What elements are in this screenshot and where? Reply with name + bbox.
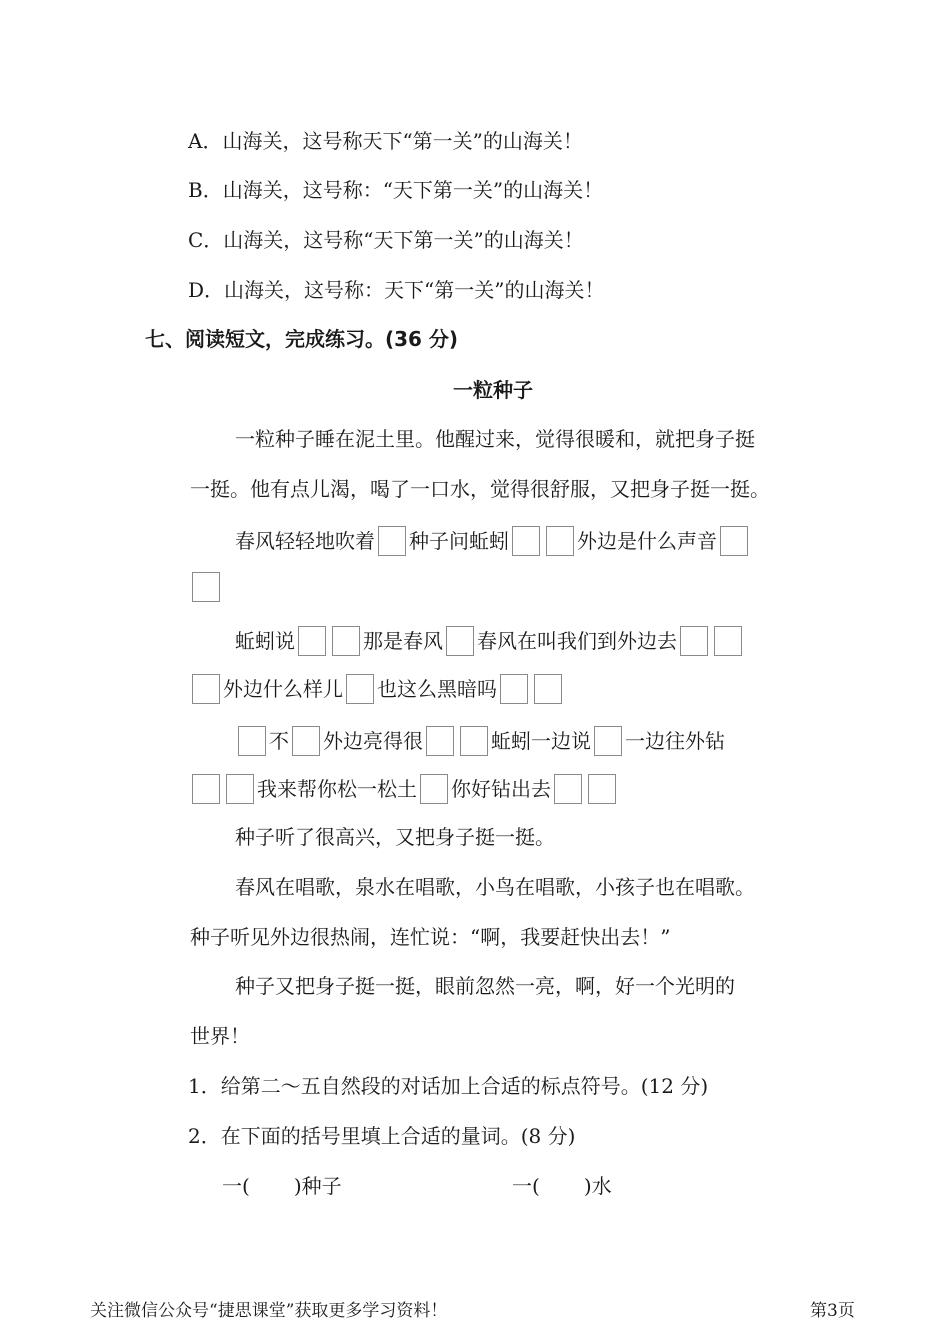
punctuation-blank[interactable] (226, 774, 254, 804)
passage-p5: 种子听了很高兴，又把身子挺一挺。 (235, 825, 555, 849)
passage-p6-line2: 种子听见外边很热闹，连忙说：“啊，我要赶快出去！” (190, 925, 671, 949)
passage-p7-line2: 世界！ (190, 1024, 250, 1048)
punctuation-blank[interactable] (512, 526, 540, 556)
punctuation-blank[interactable] (192, 674, 220, 704)
text-seg: 我来帮你松一松土 (257, 777, 417, 801)
punctuation-blank[interactable] (192, 572, 220, 602)
text-seg: 一边往外钻 (625, 729, 725, 753)
text-seg: 你好钻出去 (451, 777, 551, 801)
text-seg: 春风在叫我们到外边去 (477, 629, 677, 653)
passage-p4-line1 (235, 727, 725, 758)
fill-prefix: 一( (512, 1174, 540, 1198)
text-seg: 蚯蚓一边说 (491, 729, 591, 753)
passage-p2-line1 (235, 527, 751, 558)
passage-title: 一粒种子 (453, 378, 533, 402)
passage-p1-line1: 一粒种子睡在泥土里。他醒过来，觉得很暖和，就把身子挺 (235, 427, 755, 451)
fill-prefix: 一( (222, 1174, 250, 1198)
text-seg: 春风轻轻地吹着 (235, 529, 375, 553)
footer-note: 关注微信公众号“捷思课堂”获取更多学习资料！ (90, 1301, 448, 1321)
punctuation-blank[interactable] (192, 774, 220, 804)
text-seg: 外边什么样儿 (223, 677, 343, 701)
punctuation-blank[interactable] (238, 726, 266, 756)
punctuation-blank[interactable] (546, 526, 574, 556)
punctuation-blank[interactable] (378, 526, 406, 556)
passage-p3-line1 (235, 627, 745, 658)
text-seg: 蚯蚓说 (235, 629, 295, 653)
question-2: 2．在下面的括号里填上合适的量词。(8 分) (188, 1124, 576, 1148)
text-seg: 种子问蚯蚓 (409, 529, 509, 553)
punctuation-blank[interactable] (500, 674, 528, 704)
passage-p7-line1: 种子又把身子挺一挺，眼前忽然一亮，啊，好一个光明的 (235, 974, 735, 998)
passage-p1-line2: 一挺。他有点儿渴，喝了一口水，觉得很舒服，又把身子挺一挺。 (190, 477, 770, 501)
punctuation-blank[interactable] (420, 774, 448, 804)
option-a: A．山海关，这号称天下“第一关”的山海关！ (188, 129, 583, 153)
punctuation-blank[interactable] (332, 626, 360, 656)
text-seg: 不 (269, 729, 289, 753)
question-1: 1．给第二～五自然段的对话加上合适的标点符号。(12 分) (188, 1074, 709, 1098)
punctuation-blank[interactable] (346, 674, 374, 704)
punctuation-blank[interactable] (292, 726, 320, 756)
fill-item-2 (512, 1172, 612, 1200)
text-seg: 外边是什么声音 (577, 529, 717, 553)
punctuation-blank[interactable] (426, 726, 454, 756)
punctuation-blank[interactable] (714, 626, 742, 656)
passage-p4-line2 (190, 775, 619, 806)
text-seg: 也这么黑暗吗 (377, 677, 497, 701)
fill-suffix: )水 (583, 1174, 612, 1198)
section7-heading: 七、阅读短文，完成练习。(36 分) (145, 327, 459, 351)
punctuation-blank[interactable] (460, 726, 488, 756)
option-d: D．山海关，这号称：天下“第一关”的山海关！ (188, 278, 605, 302)
passage-p2-line2 (190, 573, 223, 604)
text-seg: 外边亮得很 (323, 729, 423, 753)
punctuation-blank[interactable] (588, 774, 616, 804)
punctuation-blank[interactable] (298, 626, 326, 656)
passage-p3-line2 (190, 675, 565, 706)
fill-item-1 (222, 1172, 342, 1200)
punctuation-blank[interactable] (534, 674, 562, 704)
punctuation-blank[interactable] (594, 726, 622, 756)
text-seg: 那是春风 (363, 629, 443, 653)
option-c: C．山海关，这号称“天下第一关”的山海关！ (188, 228, 584, 252)
punctuation-blank[interactable] (554, 774, 582, 804)
page-number: 第3页 (810, 1301, 855, 1321)
punctuation-blank[interactable] (680, 626, 708, 656)
punctuation-blank[interactable] (446, 626, 474, 656)
punctuation-blank[interactable] (720, 526, 748, 556)
passage-p6-line1: 春风在唱歌，泉水在唱歌，小鸟在唱歌，小孩子也在唱歌。 (235, 875, 755, 899)
fill-suffix: )种子 (293, 1174, 342, 1198)
option-b: B．山海关，这号称：“天下第一关”的山海关！ (188, 178, 604, 202)
